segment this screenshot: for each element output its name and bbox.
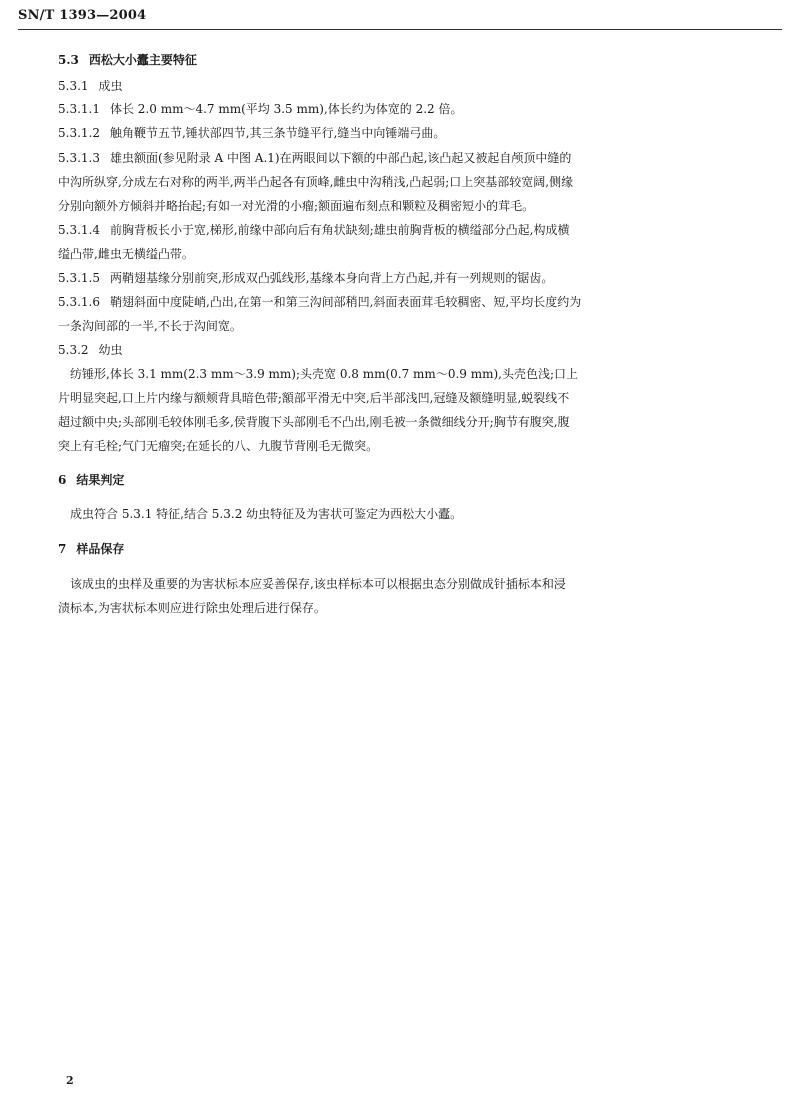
paragraph-text: 中沟所纵穿,分成左右对称的两半,两半凸起各有顶峰,雌虫中沟稍浅,凸起弱;口上突基部较宽阔,侧缘 bbox=[58, 175, 574, 189]
paragraph-continuation bbox=[58, 246, 194, 262]
paragraph-text: 纺锤形,体长 3.1 mm(2.3 mm～3.9 mm);头壳宽 0.8 mm(0.7 mm～0.9 mm),头壳色浅;口上 bbox=[58, 367, 579, 381]
section-number: 5.3.1.1 bbox=[58, 102, 100, 116]
section-number: 5.3.1.3 bbox=[58, 151, 100, 165]
section-heading-5-3-2 bbox=[58, 342, 123, 358]
section-text: 结果判定 bbox=[76, 473, 125, 487]
paragraph-larva bbox=[58, 366, 578, 382]
section-heading-5-3 bbox=[58, 52, 197, 68]
section-number: 5.3.1.4 bbox=[58, 223, 100, 237]
paragraph-result bbox=[58, 506, 462, 522]
paragraph-5-3-1-1 bbox=[58, 101, 462, 117]
section-number: 5.3.1.2 bbox=[58, 126, 100, 140]
paragraph-text: 成虫符合 5.3.1 特征,结合 5.3.2 幼虫特征及为害状可鉴定为西松大小蠹。 bbox=[58, 507, 463, 521]
paragraph-continuation bbox=[58, 600, 326, 616]
paragraph-text: 雄虫额面(参见附录 A 中图 A.1)在两眼间以下额的中部凸起,该凸起又被起自颅顶中缝的 bbox=[109, 151, 572, 165]
section-text: 成虫 bbox=[98, 79, 123, 93]
section-number: 6 bbox=[58, 473, 67, 487]
paragraph-continuation bbox=[58, 318, 242, 334]
section-number: 5.3.2 bbox=[58, 343, 89, 357]
paragraph-text: 片明显突起,口上片内缘与额颊背具暗色带;額部平滑无中突,后半部浅凹,冠缝及额缝明显,蜕裂线不 bbox=[58, 391, 570, 405]
paragraph-text: 渍标本,为害状标本则应进行除虫处理后进行保存。 bbox=[58, 601, 326, 615]
paragraph-text: 触角鞭节五节,锤状部四节,其三条节缝平行,缝当中向锤端弓曲。 bbox=[109, 126, 446, 140]
section-text: 西松大小蠹主要特征 bbox=[88, 53, 197, 67]
section-number: 5.3.1 bbox=[58, 79, 89, 93]
paragraph-text: 前胸背板长小于宽,梯形,前缘中部向后有角状缺刻;雄虫前胸背板的横缢部分凸起,构成横 bbox=[109, 223, 570, 237]
paragraph-continuation bbox=[58, 198, 534, 214]
section-number: 5.3 bbox=[58, 53, 79, 67]
paragraph-text: 突上有毛栓;气门无瘤突;在延长的八、九腹节背刚毛无微突。 bbox=[58, 439, 379, 453]
paragraph-text: 该成虫的虫样及重要的为害状标本应妥善保存,该虫样标本可以根据虫态分别做成针插标本和浸 bbox=[58, 577, 566, 591]
paragraph-5-3-1-5 bbox=[58, 270, 553, 286]
section-number: 5.3.1.6 bbox=[58, 295, 100, 309]
paragraph-5-3-1-3 bbox=[58, 150, 571, 166]
section-heading-5-3-1 bbox=[58, 78, 123, 94]
section-number: 7 bbox=[58, 542, 67, 556]
paragraph-storage bbox=[58, 576, 566, 592]
paragraph-text: 超过额中央;头部刚毛较体刚毛多,侯背腹下头部刚毛不凸出,刚毛被一条微细线分开;胸节有腹突,腹 bbox=[58, 415, 570, 429]
section-heading-6 bbox=[58, 472, 124, 488]
section-text: 幼虫 bbox=[98, 343, 123, 357]
paragraph-text: 两鞘翅基缘分别前突,形成双凸弧线形,基缘本身向背上方凸起,并有一列规则的锯齿。 bbox=[109, 271, 554, 285]
paragraph-text: 鞘翅斜面中度陡峭,凸出,在第一和第三沟间部稍凹,斜面表面茸毛较稠密、短,平均长度约为 bbox=[109, 295, 582, 309]
document-header-id: SN/T 1393—2004 bbox=[18, 8, 147, 23]
header-rule bbox=[18, 29, 782, 30]
paragraph-continuation bbox=[58, 390, 569, 406]
paragraph-text: 分别向额外方倾斜并略抬起;有如一对光滑的小瘤;额面遍布刻点和颗粒及稠密短小的茸毛。 bbox=[58, 199, 535, 213]
page-number: 2 bbox=[66, 1074, 74, 1087]
paragraph-5-3-1-2 bbox=[58, 125, 445, 141]
paragraph-continuation bbox=[58, 438, 378, 454]
paragraph-5-3-1-4 bbox=[58, 222, 569, 238]
paragraph-continuation bbox=[58, 174, 573, 190]
paragraph-continuation bbox=[58, 414, 570, 430]
section-text: 样品保存 bbox=[76, 542, 125, 556]
paragraph-text: 缢凸带,雌虫无横缢凸带。 bbox=[58, 247, 194, 261]
paragraph-5-3-1-6 bbox=[58, 294, 581, 310]
section-heading-7 bbox=[58, 541, 124, 557]
paragraph-text: 一条沟间部的一半,不长于沟间宽。 bbox=[58, 319, 242, 333]
paragraph-text: 体长 2.0 mm～4.7 mm(平均 3.5 mm),体长约为体宽的 2.2 倍。 bbox=[109, 102, 463, 116]
section-number: 5.3.1.5 bbox=[58, 271, 100, 285]
